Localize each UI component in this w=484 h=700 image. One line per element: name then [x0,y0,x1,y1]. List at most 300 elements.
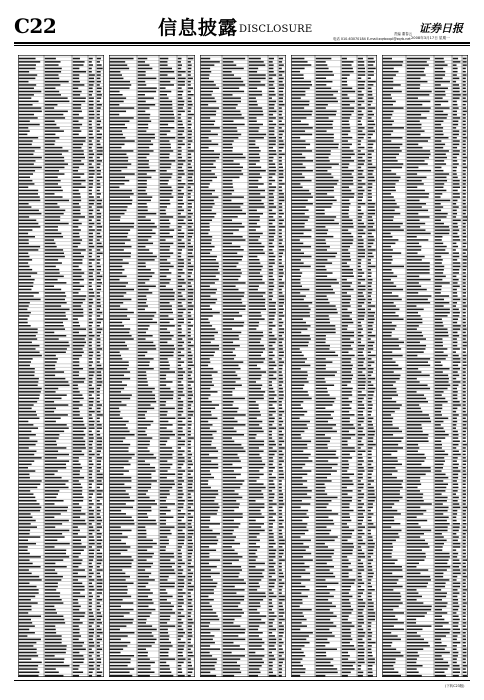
table-cell-text [97,177,102,179]
table-cell-text [453,223,458,225]
table-cell-text [342,401,352,403]
table-cell-text [201,342,211,344]
table-cell-text [73,262,83,264]
table-cell-text [223,140,234,142]
table-cell-text [358,150,361,152]
table-cell-text [383,104,393,106]
table-cell-text [45,272,60,274]
table-cell-text [19,226,41,228]
table-cell-text [292,589,310,591]
table-cell-text [73,675,79,677]
table-cell-text [89,147,92,149]
table-cell-text [463,276,466,278]
table-cell-text [138,78,157,80]
table-cell-text [110,639,121,641]
table-cell-text [178,226,182,228]
table-cell-text [160,662,166,664]
table-cell-text [160,457,173,459]
table-cell-text [110,500,135,502]
table-cell-text [201,411,211,413]
table-cell-text [249,483,264,485]
table-cell-text [188,286,192,288]
table-cell-text [178,566,181,568]
table-cell-text [269,520,275,522]
table-cell-text [316,408,326,410]
table-cell-text [279,586,283,588]
table-cell-text [201,203,215,205]
table-cell-text [89,470,93,472]
table-cell-text [201,517,211,519]
table-cell-text [383,239,399,241]
table-cell-text [316,649,337,651]
table-cell-text [279,104,285,106]
table-cell-text [279,480,282,482]
table-cell-text [110,203,132,205]
table-cell-text [368,540,373,542]
table-cell-text [45,652,66,654]
table-cell-text [138,160,149,162]
table-cell-text [160,388,171,390]
table-cell-text [358,282,361,284]
table-cell-text [279,335,282,337]
table-cell-text [249,543,256,545]
table-cell-text [316,441,330,443]
table-cell-text [279,573,283,575]
table-cell-text [89,233,93,235]
table-cell-text [269,328,272,330]
table-cell-text [463,292,466,294]
table-cell-text [19,437,30,439]
table-cell-text [223,404,233,406]
table-cell-text [89,368,94,370]
table-cell-text [160,484,175,486]
table-cell-text [435,58,444,60]
table-cell-text [45,64,59,66]
table-cell-text [178,61,181,63]
table-cell-text [73,196,81,198]
table-cell-text [45,279,58,281]
table-cell-text [223,566,241,568]
table-cell-text [110,312,134,314]
table-cell-text [223,206,241,208]
date-line: 2008年3月17日 星期一 [411,36,450,40]
table-cell-text [19,262,28,264]
table-cell-text [223,305,246,307]
table-cell-text [97,464,101,466]
table-cell-text [178,421,183,423]
table-cell-text [453,305,456,307]
table-cell-text [249,302,265,304]
table-cell-text [342,117,350,119]
table-cell-text [223,117,244,119]
table-cell-text [138,536,147,538]
table-cell-text [97,144,101,146]
table-cell-text [279,183,285,185]
table-cell-text [463,351,466,353]
table-cell-text [89,332,92,334]
table-cell-text [45,427,69,429]
table-cell-text [463,150,466,152]
table-cell-text [342,130,351,132]
table-cell-text [201,592,214,594]
table-cell-text [138,302,146,304]
table-cell-text [97,523,101,525]
table-cell-text [160,295,174,297]
table-cell-text [178,177,182,179]
table-cell-text [73,210,80,212]
table-cell-text [89,576,92,578]
table-cell-text [19,414,37,416]
table-cell-text [19,655,38,657]
table-cell-text [89,361,93,363]
table-cell-text [160,325,175,327]
table-cell-text [19,612,28,614]
table-cell-text [160,394,174,396]
table-cell-text [292,233,304,235]
table-cell-text [178,513,186,515]
table-cell-text [342,295,351,297]
disclosure-columns [18,55,468,677]
table-cell-text [453,220,461,222]
table-cell-text [223,226,245,228]
table-cell-text [201,124,214,126]
table-cell-text [368,249,376,251]
table-cell-text [188,536,192,538]
table-cell-text [435,319,442,321]
table-cell-text [19,64,36,66]
table-cell-text [407,170,431,172]
table-cell-text [160,652,169,654]
table-cell-text [160,220,169,222]
table-cell-text [138,408,154,410]
table-cell-text [89,583,92,585]
table-cell-text [342,533,352,535]
table-cell-text [178,629,184,631]
table-cell-text [223,434,244,436]
table-cell-text [160,229,174,231]
table-cell-text [269,503,277,505]
table-cell-text [160,375,166,377]
table-cell-text [138,484,151,486]
table-cell-text [249,325,259,327]
table-cell-text [19,243,29,245]
table-cell-text [316,655,326,657]
table-cell-text [110,196,130,198]
table-cell-text [110,226,134,228]
table-cell-text [435,154,446,156]
table-cell-text [292,401,304,403]
table-cell-text [138,124,148,126]
table-cell-text [435,61,445,63]
table-cell-text [279,259,282,261]
table-cell-text [188,84,191,86]
table-cell-text [316,470,337,472]
table-cell-text [292,256,312,257]
table-cell-text [188,464,193,466]
table-cell-text [223,81,243,83]
table-cell-text [138,573,151,575]
table-cell-text [383,223,403,225]
table-cell-text [407,97,418,99]
table-cell-text [407,64,429,66]
table-cell-text [45,622,65,624]
table-cell-text [292,454,311,456]
table-cell-text [19,299,41,301]
table-cell-text [89,114,95,116]
table-cell-text [358,299,366,301]
table-cell-text [279,434,284,436]
table-cell-text [316,427,333,429]
table-cell-text [383,144,403,146]
table-cell-text [249,68,258,70]
table-cell-text [160,470,168,472]
table-cell-text [201,104,208,106]
table-cell-text [19,424,34,426]
table-cell-text [110,289,134,291]
table-cell-text [435,88,448,90]
table-cell-text [249,94,262,96]
table-cell-text [407,107,431,109]
table-cell-text [201,642,215,644]
table-cell-text [368,596,372,598]
table-cell-text [138,596,148,598]
table-cell-text [19,411,36,413]
table-cell-text [368,447,373,449]
table-cell-text [160,414,167,416]
table-cell-text [292,137,300,139]
table-cell-text [110,101,124,103]
table-cell-text [407,243,419,245]
table-cell-text [358,606,365,608]
table-cell-text [358,497,364,499]
table-cell-text [138,559,147,561]
table-cell-text [435,121,444,123]
table-cell-text [316,262,332,264]
table-cell-text [292,569,306,571]
table-cell-text [138,365,149,367]
table-cell-text [435,345,443,347]
table-cell-text [407,183,424,185]
table-cell-text [188,276,191,278]
table-cell-text [453,74,457,76]
table-cell-text [407,71,424,73]
table-cell-text [269,368,274,370]
table-cell-text [188,563,191,565]
table-cell-text [160,130,171,132]
table-cell-text [368,259,371,261]
table-cell-text [342,262,347,264]
table-cell-text [73,315,84,317]
table-cell-text [223,61,234,63]
table-cell-text [89,477,92,479]
table-cell-text [110,173,135,175]
table-cell-text [316,361,333,363]
table-cell-text [342,546,354,548]
table-cell-text [110,243,125,245]
table-cell-text [97,213,101,215]
table-cell-text [97,299,101,301]
table-cell-text [73,457,79,459]
table-cell-text [279,589,282,591]
table-cell-text [97,460,101,462]
table-cell-text [453,147,457,149]
table-cell-text [110,368,127,370]
table-cell-text [342,140,348,142]
table-cell-text [178,302,182,304]
table-cell-text [110,223,134,225]
table-cell-text [160,447,172,449]
table-cell-text [110,474,124,476]
table-cell-text [292,523,308,525]
table-cell-text [269,411,276,413]
table-cell-text [292,229,312,231]
table-cell-text [73,460,79,462]
table-cell-text [97,507,100,509]
table-cell-text [269,421,274,423]
table-cell-text [138,460,145,462]
table-cell-text [223,94,233,96]
table-cell-text [178,391,183,393]
table-cell-text [89,180,93,182]
table-cell-text [138,579,155,581]
table-cell-text [110,272,122,274]
table-cell-text [269,309,276,311]
table-cell-text [223,635,239,637]
table-cell-text [292,104,309,106]
table-cell-text [89,411,95,413]
table-cell-text [188,319,193,321]
table-cell-text [358,107,365,109]
table-cell-text [160,474,175,476]
table-cell-text [110,332,130,334]
table-cell-text [368,649,372,651]
table-cell-text [279,173,283,175]
table-cell-text [269,556,276,558]
table-cell-text [279,510,282,512]
table-cell-text [19,279,35,281]
table-cell-text [407,196,429,198]
table-cell-text [160,216,173,218]
table-cell-text [223,124,245,126]
table-cell-text [463,101,467,103]
table-cell-text [223,385,242,387]
table-cell-text [269,78,273,80]
table-cell-text [342,253,350,255]
table-cell-text [89,71,92,73]
table-cell-text [279,315,285,317]
table-cell-text [453,295,458,297]
table-cell-text [358,451,366,453]
table-cell-text [201,668,215,670]
table-cell-text [292,576,301,578]
table-cell-text [73,58,80,60]
table-cell-text [453,163,459,165]
table-cell-text [19,441,38,443]
table-cell-text [249,233,263,235]
table-cell-text [407,368,418,370]
table-cell-text [45,464,66,466]
table-cell-text [19,375,35,377]
table-cell-text [89,375,94,377]
table-cell-text [435,78,443,80]
table-cell-text [160,286,166,288]
table-cell-text [342,589,351,591]
table-cell-text [279,144,285,146]
table-cell-text [358,408,365,410]
table-cell-text [110,414,120,416]
table-cell-text [269,536,274,538]
table-cell-text [89,220,92,222]
table-cell-text [316,61,326,63]
table-cell-text [407,295,432,297]
table-cell-text [97,239,100,241]
table-cell-text [316,612,334,614]
table-cell-text [201,665,215,667]
table-cell-text [453,101,457,103]
table-cell-text [223,533,233,535]
table-cell-text [316,368,326,370]
table-cell-text [453,114,457,116]
table-cell-text [19,157,42,159]
table-cell-text [249,388,261,390]
table-cell-text [73,312,84,314]
table-cell-text [138,642,155,644]
table-cell-text [45,460,69,462]
table-cell-text [45,467,66,469]
table-cell-text [201,639,213,641]
table-cell-text [110,325,124,327]
table-cell-text [358,566,364,568]
table-cell-text [269,526,273,528]
table-cell-text [138,543,157,545]
table-cell-text [463,249,467,251]
table-cell-text [97,388,100,390]
table-cell-text [249,64,265,66]
table-cell-text [97,546,102,548]
table-cell-text [269,117,276,119]
table-cell-text [316,187,334,189]
table-cell-text [292,668,306,670]
table-cell-text [201,398,209,400]
table-cell-text [223,157,246,159]
table-cell-text [110,269,125,271]
table-cell-text [292,411,307,413]
table-cell-text [358,170,364,172]
table-cell-text [19,322,28,324]
table-cell-text [89,467,92,469]
table-cell-text [160,160,176,162]
table-cell-text [249,256,258,257]
table-cell-text [188,388,192,390]
table-cell-text [178,124,183,126]
table-cell-text [138,187,147,189]
table-cell-text [269,61,273,63]
table-cell-text [188,589,193,591]
table-cell-text [269,540,274,542]
table-cell-text [73,658,85,660]
table-cell-text [73,583,82,585]
table-cell-text [223,361,243,363]
table-cell-text [223,375,237,377]
table-cell-text [188,187,191,189]
table-cell-text [342,616,349,618]
table-cell-text [342,559,349,561]
table-cell-text [19,517,33,519]
table-cell-text [97,328,103,330]
table-cell-text [342,457,352,459]
table-cell-text [223,470,234,472]
table-cell-text [201,672,210,674]
